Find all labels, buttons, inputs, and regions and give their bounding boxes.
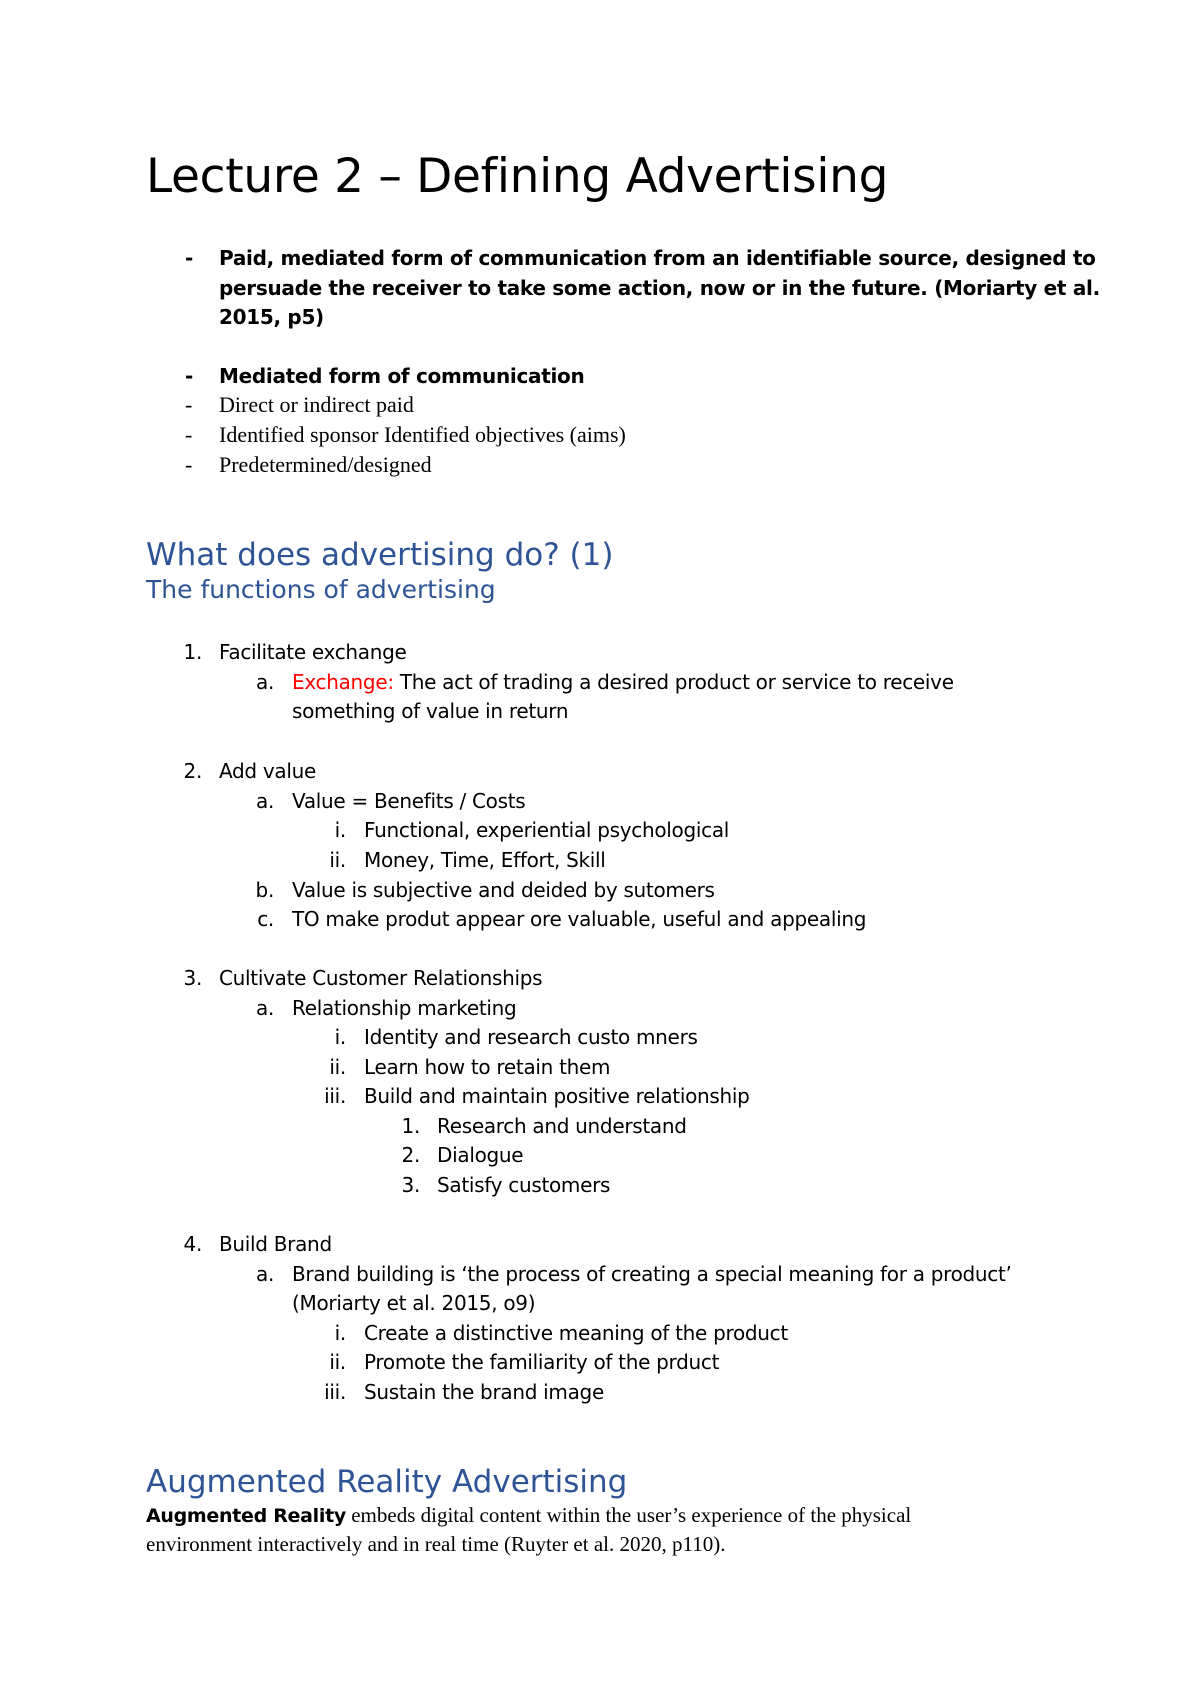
- list-item: Cultivate Customer Relationships: [219, 966, 543, 990]
- list-number: 2.: [183, 759, 202, 783]
- definition-line-1: Paid, mediated form of communication from an identifiable source, designed to: [219, 246, 1096, 270]
- definition-line-2: persuade the receiver to take some action, now or in the future. (Moriarty et al.: [219, 276, 1100, 300]
- list-roman: i.: [334, 1321, 346, 1345]
- list-item-continuation: something of value in return: [292, 699, 569, 723]
- list-number: 3.: [183, 966, 202, 990]
- list-number: 1.: [401, 1114, 420, 1138]
- list-item: Money, Time, Effort, Skill: [364, 848, 606, 872]
- term-definition: The act of trading a desired product or service to receive: [393, 670, 954, 694]
- bullet-dash: -: [185, 452, 193, 477]
- list-item: Create a distinctive meaning of the product: [364, 1321, 788, 1345]
- list-letter: a.: [255, 670, 274, 694]
- list-item: Value is subjective and deided by sutomers: [292, 878, 715, 902]
- list-number: 2.: [401, 1143, 420, 1167]
- list-item: Value = Benefits / Costs: [292, 789, 526, 813]
- term-highlight: Exchange:: [292, 670, 394, 694]
- list-item: [292, 668, 954, 696]
- list-item: Build and maintain positive relationship: [364, 1084, 750, 1108]
- paragraph-term: Augmented Reality: [146, 1505, 346, 1527]
- list-item: Learn how to retain them: [364, 1055, 611, 1079]
- list-item: Identity and research custo mners: [364, 1025, 698, 1049]
- list-number: 3.: [401, 1173, 420, 1197]
- list-item: Relationship marketing: [292, 996, 517, 1020]
- bullet-dash: -: [185, 246, 194, 270]
- section-heading: What does advertising do? (1): [146, 537, 614, 573]
- list-number: 1.: [183, 640, 202, 664]
- paragraph-line: [146, 1501, 911, 1530]
- list-roman: i.: [334, 1025, 346, 1049]
- list-item: Promote the familiarity of the prduct: [364, 1350, 720, 1374]
- list-item: Satisfy customers: [437, 1173, 611, 1197]
- list-letter: a.: [255, 996, 274, 1020]
- list-item: Sustain the brand image: [364, 1380, 604, 1404]
- list-roman: iii.: [324, 1380, 346, 1404]
- list-item: Predetermined/designed: [219, 452, 432, 477]
- list-number: 4.: [183, 1232, 202, 1256]
- list-item: TO make produt appear ore valuable, useful and appealing: [292, 907, 867, 931]
- bullet-dash: -: [185, 392, 193, 417]
- list-roman: ii.: [329, 1055, 346, 1079]
- page-title: Lecture 2 – Defining Advertising: [146, 149, 889, 204]
- list-item: Build Brand: [219, 1232, 332, 1256]
- paragraph-text: embeds digital content within the user’s experience of the physical: [345, 1503, 912, 1527]
- list-item: Direct or indirect paid: [219, 392, 414, 417]
- bullet-dash: -: [185, 364, 194, 388]
- section-heading: Augmented Reality Advertising: [146, 1464, 628, 1500]
- paragraph-line: environment interactively and in real time (Ruyter et al. 2020, p110).: [146, 1532, 726, 1556]
- list-roman: i.: [334, 818, 346, 842]
- section-subheading: The functions of advertising: [146, 575, 496, 604]
- list-item: Add value: [219, 759, 317, 783]
- list-letter: c.: [257, 907, 274, 931]
- list-roman: ii.: [329, 1350, 346, 1374]
- list-roman: iii.: [324, 1084, 346, 1108]
- list-item: Functional, experiential psychological: [364, 818, 730, 842]
- list-item: Brand building is ‘the process of creating a special meaning for a product’: [292, 1262, 1012, 1286]
- list-item: Research and understand: [437, 1114, 687, 1138]
- list-item: Identified sponsor Identified objectives (aims): [219, 422, 626, 447]
- definition-line-3: 2015, p5): [219, 305, 324, 329]
- bullet-dash: -: [185, 422, 193, 447]
- list-letter: b.: [255, 878, 274, 902]
- list-item: Facilitate exchange: [219, 640, 407, 664]
- list-item: Mediated form of communication: [219, 364, 585, 388]
- list-letter: a.: [255, 789, 274, 813]
- list-roman: ii.: [329, 848, 346, 872]
- list-item: Dialogue: [437, 1143, 524, 1167]
- list-item-continuation: (Moriarty et al. 2015, o9): [292, 1291, 536, 1315]
- list-letter: a.: [255, 1262, 274, 1286]
